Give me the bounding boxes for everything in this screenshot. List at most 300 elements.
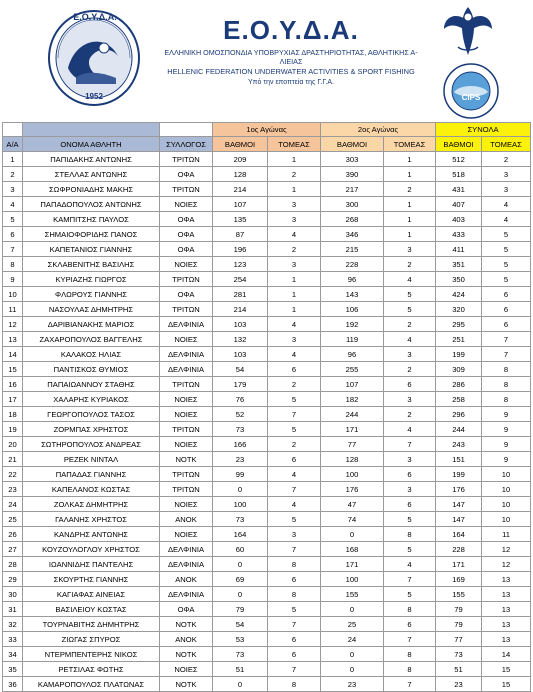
sector-race-2-cell: 4: [384, 557, 436, 572]
empty-header-cell: [3, 123, 23, 137]
empty-header-cell: [23, 123, 160, 137]
points-race-1-cell: 214: [213, 182, 268, 197]
table-row: [3, 272, 531, 287]
row-index-cell: 27: [3, 542, 23, 557]
sector-total-cell: 3: [482, 182, 531, 197]
points-race-2-cell: 171: [321, 557, 384, 572]
club-name-cell: ΤΡΙΤΩΝ: [160, 482, 213, 497]
points-total-cell: 320: [436, 302, 482, 317]
row-index-cell: 18: [3, 407, 23, 422]
club-name-cell: ΟΦΑ: [160, 242, 213, 257]
sector-race-2-cell: 7: [384, 677, 436, 692]
sector-race-2-cell: 7: [384, 632, 436, 647]
row-index-cell: 32: [3, 617, 23, 632]
points-total-cell: 243: [436, 437, 482, 452]
sector-total-cell: 9: [482, 422, 531, 437]
points-race-1-cell: 214: [213, 302, 268, 317]
table-row: [3, 557, 531, 572]
points-race-2-cell: 0: [321, 527, 384, 542]
sector-total-cell: 9: [482, 437, 531, 452]
sector-race-2-cell: 5: [384, 512, 436, 527]
points-race-2-cell: 24: [321, 632, 384, 647]
sector-total-cell: 5: [482, 227, 531, 242]
points-race-1-cell: 135: [213, 212, 268, 227]
points-total-cell: 424: [436, 287, 482, 302]
athlete-name-cell: ΚΑΛΑΚΟΣ ΗΛΙΑΣ: [23, 347, 160, 362]
row-index-cell: 1: [3, 152, 23, 167]
table-row: [3, 632, 531, 647]
sector-race-1-cell: 1: [268, 272, 321, 287]
table-row: [3, 572, 531, 587]
athlete-name-cell: ΦΛΩΡΟΥΣ ΓΙΑΝΝΗΣ: [23, 287, 160, 302]
points-total-cell: 77: [436, 632, 482, 647]
points-race-1-cell: 73: [213, 512, 268, 527]
sector-race-1-cell: 5: [268, 392, 321, 407]
row-index-cell: 6: [3, 227, 23, 242]
athlete-name-cell: ΒΑΣΙΛΕΙΟΥ ΚΩΣΤΑΣ: [23, 602, 160, 617]
row-index-cell: 24: [3, 497, 23, 512]
points-total-cell: 296: [436, 407, 482, 422]
diver-emblem-icon: [438, 3, 498, 61]
athlete-name-cell: ΙΩΑΝΝΙΔΗΣ ΠΑΝΤΕΛΗΣ: [23, 557, 160, 572]
sector-race-1-cell: 2: [268, 437, 321, 452]
sector-race-2-cell: 4: [384, 332, 436, 347]
sector-total-cell: 14: [482, 647, 531, 662]
athlete-name-cell: ΝΑΣΟΥΛΑΣ ΔΗΜΗΤΡΗΣ: [23, 302, 160, 317]
cips-emblem-icon: [440, 62, 502, 120]
athlete-name-cell: ΚΑΜΠΙΤΣΗΣ ΠΑΥΛΟΣ: [23, 212, 160, 227]
sector-race-2-cell: 3: [384, 482, 436, 497]
sector-race-2-cell: 1: [384, 152, 436, 167]
club-name-cell: ΔΕΛΦΙΝΙΑ: [160, 587, 213, 602]
sector-race-2-cell: 1: [384, 197, 436, 212]
points-race-2-cell: 77: [321, 437, 384, 452]
results-table: [2, 122, 531, 692]
sector-race-1-cell: 1: [268, 302, 321, 317]
points-race-2-cell: 0: [321, 602, 384, 617]
sector-race-2-cell: 8: [384, 662, 436, 677]
athlete-name-cell: ΠΑΠΑΙΩΑΝΝΟΥ ΣΤΑΘΗΣ: [23, 377, 160, 392]
points-total-cell: 512: [436, 152, 482, 167]
club-name-cell: ΝΟΙΕΣ: [160, 257, 213, 272]
table-row: [3, 407, 531, 422]
points-race-2-cell: 346: [321, 227, 384, 242]
sector-race-1-cell: 1: [268, 152, 321, 167]
table-row: [3, 152, 531, 167]
athlete-name-cell: ΠΑΠΑΔΟΠΟΥΛΟΣ ΑΝΤΩΝΗΣ: [23, 197, 160, 212]
results-body: [3, 152, 531, 692]
row-index-cell: 11: [3, 302, 23, 317]
points-total-cell: 244: [436, 422, 482, 437]
points-race-2-cell: 176: [321, 482, 384, 497]
points-race-2-cell: 25: [321, 617, 384, 632]
row-index-cell: 13: [3, 332, 23, 347]
points-race-2-cell: 143: [321, 287, 384, 302]
points-race-1-cell: 76: [213, 392, 268, 407]
sector-race-2-cell: 5: [384, 287, 436, 302]
sector-race-1-cell: 7: [268, 662, 321, 677]
points-total-cell: 309: [436, 362, 482, 377]
sector-total-cell: 10: [482, 497, 531, 512]
table-row: [3, 647, 531, 662]
col-header-name: ΟΝΟΜΑ ΑΘΛΗΤΗ: [23, 137, 160, 152]
sector-total-cell: 5: [482, 242, 531, 257]
points-race-1-cell: 196: [213, 242, 268, 257]
athlete-name-cell: ΠΑΝΤΙΣΚΟΣ ΘΥΜΙΟΣ: [23, 362, 160, 377]
table-row: [3, 167, 531, 182]
row-index-cell: 14: [3, 347, 23, 362]
sector-total-cell: 13: [482, 587, 531, 602]
row-index-cell: 8: [3, 257, 23, 272]
sector-race-1-cell: 4: [268, 227, 321, 242]
sector-race-2-cell: 6: [384, 617, 436, 632]
sector-race-1-cell: 4: [268, 347, 321, 362]
table-row: [3, 182, 531, 197]
points-race-2-cell: 100: [321, 467, 384, 482]
sector-race-2-cell: 2: [384, 407, 436, 422]
club-name-cell: ΔΕΛΦΙΝΙΑ: [160, 347, 213, 362]
points-race-1-cell: 128: [213, 167, 268, 182]
sector-race-1-cell: 2: [268, 242, 321, 257]
athlete-name-cell: ΠΑΠΙΔΑΚΗΣ ΑΝΤΩΝΗΣ: [23, 152, 160, 167]
sector-race-1-cell: 3: [268, 257, 321, 272]
org-supervision: Υπό την εποπτεία της Γ.Γ.Α.: [248, 79, 334, 86]
athlete-name-cell: ΣΗΜΑΙΟΦΟΡΙΔΗΣ ΠΑΝΟΣ: [23, 227, 160, 242]
points-race-2-cell: 96: [321, 347, 384, 362]
row-index-cell: 3: [3, 182, 23, 197]
table-row: [3, 422, 531, 437]
points-race-1-cell: 0: [213, 587, 268, 602]
row-index-cell: 4: [3, 197, 23, 212]
points-race-2-cell: 255: [321, 362, 384, 377]
club-name-cell: ΔΕΛΦΙΝΙΑ: [160, 542, 213, 557]
sector-total-cell: 8: [482, 392, 531, 407]
sector-race-2-cell: 3: [384, 242, 436, 257]
points-race-2-cell: 228: [321, 257, 384, 272]
points-race-2-cell: 192: [321, 317, 384, 332]
col-header-points-2: ΒΑΘΜΟΙ: [321, 137, 384, 152]
points-race-2-cell: 0: [321, 662, 384, 677]
sector-total-cell: 3: [482, 167, 531, 182]
sector-race-1-cell: 8: [268, 557, 321, 572]
points-total-cell: 431: [436, 182, 482, 197]
logo-caption: Ε.Ο.Υ.Δ.Α.: [73, 12, 117, 22]
table-row: [3, 482, 531, 497]
athlete-name-cell: ΓΕΩΡΓΟΠΟΥΛΟΣ ΤΑΣΟΣ: [23, 407, 160, 422]
first-race-header: 1ος Αγώνας: [213, 123, 321, 137]
sector-race-2-cell: 7: [384, 437, 436, 452]
table-row: [3, 662, 531, 677]
athlete-name-cell: ΔΑΡΙΒΙΑΝΑΚΗΣ ΜΑΡΙΟΣ: [23, 317, 160, 332]
row-index-cell: 15: [3, 362, 23, 377]
points-race-1-cell: 87: [213, 227, 268, 242]
club-name-cell: ΤΡΙΤΩΝ: [160, 272, 213, 287]
sector-race-1-cell: 5: [268, 602, 321, 617]
table-row: [3, 542, 531, 557]
athlete-name-cell: ΣΚΛΑΒΕΝΙΤΗΣ ΒΑΣΙΛΗΣ: [23, 257, 160, 272]
table-row: [3, 212, 531, 227]
row-index-cell: 5: [3, 212, 23, 227]
sector-race-1-cell: 2: [268, 377, 321, 392]
sector-race-2-cell: 5: [384, 587, 436, 602]
sector-race-2-cell: 3: [384, 392, 436, 407]
points-total-cell: 171: [436, 557, 482, 572]
sector-race-1-cell: 7: [268, 482, 321, 497]
sector-total-cell: 15: [482, 677, 531, 692]
sector-total-cell: 7: [482, 347, 531, 362]
table-row: [3, 242, 531, 257]
sector-race-2-cell: 2: [384, 317, 436, 332]
sector-total-cell: 12: [482, 557, 531, 572]
athlete-name-cell: ΡΕΤΣΙΛΑΣ ΦΩΤΗΣ: [23, 662, 160, 677]
points-race-1-cell: 79: [213, 602, 268, 617]
club-name-cell: ΟΦΑ: [160, 227, 213, 242]
points-race-1-cell: 99: [213, 467, 268, 482]
row-index-cell: 23: [3, 482, 23, 497]
points-race-2-cell: 303: [321, 152, 384, 167]
points-race-1-cell: 51: [213, 662, 268, 677]
club-name-cell: ΝΟΙΕΣ: [160, 527, 213, 542]
cips-emblem-text: CIPS: [461, 93, 481, 102]
table-row: [3, 602, 531, 617]
sector-race-2-cell: 7: [384, 572, 436, 587]
club-name-cell: ΝΟΙΕΣ: [160, 662, 213, 677]
club-name-cell: ΤΡΙΤΩΝ: [160, 182, 213, 197]
points-total-cell: 73: [436, 647, 482, 662]
sector-total-cell: 8: [482, 362, 531, 377]
points-race-2-cell: 182: [321, 392, 384, 407]
sector-total-cell: 6: [482, 302, 531, 317]
sector-race-1-cell: 5: [268, 512, 321, 527]
club-name-cell: ΔΕΛΦΙΝΙΑ: [160, 557, 213, 572]
col-header-sector-total: ΤΟΜΕΑΣ: [482, 137, 531, 152]
points-total-cell: 164: [436, 527, 482, 542]
sector-race-1-cell: 8: [268, 677, 321, 692]
points-total-cell: 351: [436, 257, 482, 272]
sector-race-2-cell: 8: [384, 602, 436, 617]
athlete-name-cell: ΣΩΦΡΟΝΙΑΔΗΣ ΜΑΚΗΣ: [23, 182, 160, 197]
sector-total-cell: 8: [482, 377, 531, 392]
points-race-1-cell: 52: [213, 407, 268, 422]
row-index-cell: 12: [3, 317, 23, 332]
sector-total-cell: 5: [482, 272, 531, 287]
sector-total-cell: 10: [482, 512, 531, 527]
points-total-cell: 199: [436, 347, 482, 362]
sector-race-1-cell: 6: [268, 452, 321, 467]
points-race-2-cell: 47: [321, 497, 384, 512]
points-race-1-cell: 123: [213, 257, 268, 272]
club-name-cell: ΤΡΙΤΩΝ: [160, 467, 213, 482]
points-total-cell: 411: [436, 242, 482, 257]
document-header: [0, 0, 533, 120]
sector-race-2-cell: 1: [384, 167, 436, 182]
totals-header: ΣΥΝΟΛΑ: [436, 123, 531, 137]
sector-race-1-cell: 7: [268, 407, 321, 422]
page-title: Ε.Ο.Υ.Δ.Α.: [223, 15, 359, 45]
sector-total-cell: 2: [482, 152, 531, 167]
athlete-name-cell: ΝΤΕΡΜΠΕΝΤΕΡΗΣ ΝΙΚΟΣ: [23, 647, 160, 662]
points-total-cell: 147: [436, 512, 482, 527]
col-header-club: ΣΥΛΛΟΓΟΣ: [160, 137, 213, 152]
points-total-cell: 295: [436, 317, 482, 332]
sector-race-2-cell: 4: [384, 422, 436, 437]
sector-total-cell: 9: [482, 452, 531, 467]
points-race-1-cell: 23: [213, 452, 268, 467]
club-name-cell: ΝΟΙΕΣ: [160, 197, 213, 212]
sector-race-1-cell: 5: [268, 422, 321, 437]
sector-race-2-cell: 8: [384, 647, 436, 662]
sector-total-cell: 4: [482, 212, 531, 227]
club-name-cell: ΤΡΙΤΩΝ: [160, 422, 213, 437]
sector-total-cell: 13: [482, 602, 531, 617]
row-index-cell: 7: [3, 242, 23, 257]
points-race-1-cell: 60: [213, 542, 268, 557]
points-total-cell: 155: [436, 587, 482, 602]
group-header-row: [3, 123, 531, 137]
points-race-1-cell: 0: [213, 677, 268, 692]
row-index-cell: 10: [3, 287, 23, 302]
sector-race-1-cell: 4: [268, 467, 321, 482]
club-name-cell: ΟΦΑ: [160, 602, 213, 617]
athlete-name-cell: ΚΑΠΕΤΑΝΙΟΣ ΓΙΑΝΝΗΣ: [23, 242, 160, 257]
table-row: [3, 392, 531, 407]
sector-race-2-cell: 5: [384, 542, 436, 557]
points-race-2-cell: 215: [321, 242, 384, 257]
sector-race-2-cell: 1: [384, 212, 436, 227]
sector-race-1-cell: 8: [268, 587, 321, 602]
row-index-cell: 31: [3, 602, 23, 617]
sector-race-2-cell: 2: [384, 257, 436, 272]
col-header-points-1: ΒΑΘΜΟΙ: [213, 137, 268, 152]
points-total-cell: 251: [436, 332, 482, 347]
athlete-name-cell: ΚΑΠΕΛΑΝΟΣ ΚΩΣΤΑΣ: [23, 482, 160, 497]
sector-race-2-cell: 4: [384, 272, 436, 287]
points-total-cell: 258: [436, 392, 482, 407]
org-name-greek: ΕΛΛΗΝΙΚΗ ΟΜΟΣΠΟΝΔΙΑ ΥΠΟΒΡΥΧΙΑΣ ΔΡΑΣΤΗΡΙΟΤΗΤΑΣ, ΑΘΛΗΤΙΚΗΣ Α-: [164, 48, 418, 57]
points-race-1-cell: 209: [213, 152, 268, 167]
row-index-cell: 33: [3, 632, 23, 647]
sector-race-1-cell: 6: [268, 572, 321, 587]
club-name-cell: ΤΡΙΤΩΝ: [160, 152, 213, 167]
second-race-header: 2ος Αγώνας: [321, 123, 436, 137]
athlete-name-cell: ΧΑΛΑΡΗΣ ΚΥΡΙΑΚΟΣ: [23, 392, 160, 407]
col-header-sector-2: ΤΟΜΕΑΣ: [384, 137, 436, 152]
athlete-name-cell: ΣΚΟΥΡΤΗΣ ΓΙΑΝΝΗΣ: [23, 572, 160, 587]
row-index-cell: 25: [3, 512, 23, 527]
athlete-name-cell: ΡΕΖΕΚ ΝΙΝΤΑΛ: [23, 452, 160, 467]
club-name-cell: ΟΦΑ: [160, 167, 213, 182]
athlete-name-cell: ΠΑΠΑΔΑΣ ΓΙΑΝΝΗΣ: [23, 467, 160, 482]
row-index-cell: 19: [3, 422, 23, 437]
club-name-cell: ΟΦΑ: [160, 287, 213, 302]
points-race-2-cell: 0: [321, 647, 384, 662]
athlete-name-cell: ΣΤΕΛΛΑΣ ΑΝΤΩΝΗΣ: [23, 167, 160, 182]
athlete-name-cell: ΚΥΡΙΑΖΗΣ ΓΙΩΡΓΟΣ: [23, 272, 160, 287]
points-race-1-cell: 69: [213, 572, 268, 587]
sector-total-cell: 9: [482, 407, 531, 422]
row-index-cell: 2: [3, 167, 23, 182]
sector-race-2-cell: 3: [384, 347, 436, 362]
table-row: [3, 347, 531, 362]
row-index-cell: 35: [3, 662, 23, 677]
sector-total-cell: 13: [482, 572, 531, 587]
points-total-cell: 518: [436, 167, 482, 182]
points-race-2-cell: 96: [321, 272, 384, 287]
row-index-cell: 34: [3, 647, 23, 662]
row-index-cell: 9: [3, 272, 23, 287]
table-row: [3, 197, 531, 212]
table-row: [3, 332, 531, 347]
club-name-cell: ΑΝΟΚ: [160, 512, 213, 527]
sector-total-cell: 10: [482, 482, 531, 497]
points-race-2-cell: 107: [321, 377, 384, 392]
club-name-cell: ΟΦΑ: [160, 212, 213, 227]
sector-race-2-cell: 5: [384, 302, 436, 317]
points-race-1-cell: 103: [213, 317, 268, 332]
table-row: [3, 302, 531, 317]
table-row: [3, 317, 531, 332]
athlete-name-cell: ΓΑΛΑΝΗΣ ΧΡΗΣΤΟΣ: [23, 512, 160, 527]
points-total-cell: 403: [436, 212, 482, 227]
sector-race-2-cell: 6: [384, 377, 436, 392]
sector-race-2-cell: 1: [384, 227, 436, 242]
sector-race-2-cell: 8: [384, 527, 436, 542]
table-row: [3, 287, 531, 302]
sector-total-cell: 15: [482, 662, 531, 677]
points-race-2-cell: 74: [321, 512, 384, 527]
points-total-cell: 199: [436, 467, 482, 482]
points-race-2-cell: 244: [321, 407, 384, 422]
points-race-1-cell: 100: [213, 497, 268, 512]
sector-race-2-cell: 2: [384, 182, 436, 197]
points-total-cell: 151: [436, 452, 482, 467]
club-name-cell: ΝΟΙΕΣ: [160, 407, 213, 422]
athlete-name-cell: ΚΑΜΑΡΟΠΟΥΛΟΣ ΠΛΑΤΩΝΑΣ: [23, 677, 160, 692]
col-header-index: Α/Α: [3, 137, 23, 152]
table-row: [3, 617, 531, 632]
points-race-1-cell: 54: [213, 362, 268, 377]
points-race-2-cell: 128: [321, 452, 384, 467]
points-race-1-cell: 164: [213, 527, 268, 542]
points-total-cell: 407: [436, 197, 482, 212]
points-race-1-cell: 254: [213, 272, 268, 287]
row-index-cell: 21: [3, 452, 23, 467]
points-race-1-cell: 107: [213, 197, 268, 212]
club-name-cell: ΤΡΙΤΩΝ: [160, 302, 213, 317]
col-header-sector-1: ΤΟΜΕΑΣ: [268, 137, 321, 152]
points-total-cell: 79: [436, 617, 482, 632]
points-race-1-cell: 132: [213, 332, 268, 347]
sector-total-cell: 11: [482, 527, 531, 542]
table-row: [3, 587, 531, 602]
table-row: [3, 467, 531, 482]
sector-total-cell: 13: [482, 632, 531, 647]
table-row: [3, 227, 531, 242]
sector-race-2-cell: 2: [384, 362, 436, 377]
row-index-cell: 30: [3, 587, 23, 602]
sector-total-cell: 13: [482, 617, 531, 632]
sector-race-1-cell: 3: [268, 212, 321, 227]
points-race-2-cell: 106: [321, 302, 384, 317]
points-race-1-cell: 103: [213, 347, 268, 362]
points-total-cell: 51: [436, 662, 482, 677]
points-total-cell: 147: [436, 497, 482, 512]
row-index-cell: 20: [3, 437, 23, 452]
sector-race-1-cell: 4: [268, 497, 321, 512]
logo-year: 1952: [85, 92, 103, 101]
points-race-1-cell: 0: [213, 482, 268, 497]
points-race-1-cell: 179: [213, 377, 268, 392]
